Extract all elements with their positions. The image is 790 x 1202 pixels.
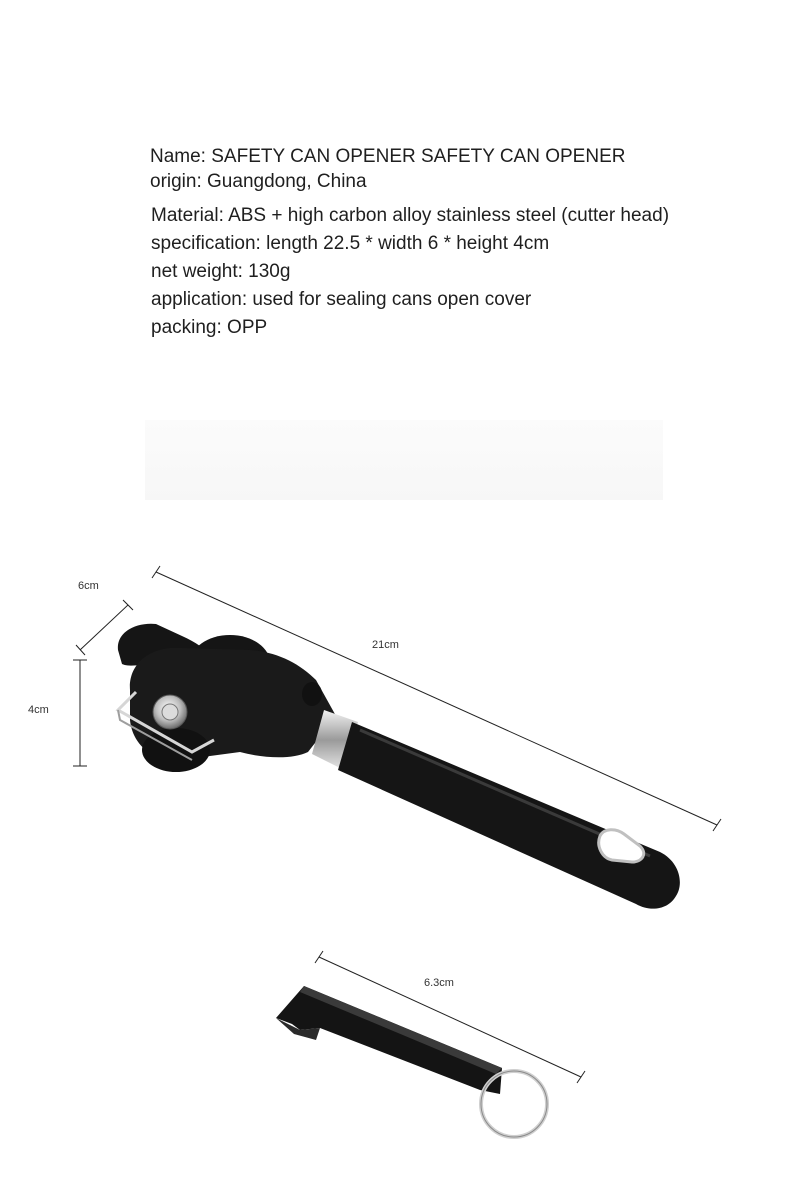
opener-length-label: 6.3cm (424, 977, 454, 989)
spec-application: application: used for sealing cans open cover (151, 289, 532, 310)
width-label: 6cm (78, 580, 99, 592)
height-dimension-line (73, 660, 87, 766)
length-label: 21cm (372, 639, 399, 651)
spec-material: Material: ABS + high carbon alloy stainless steel (cutter head) (151, 205, 670, 226)
spec-specification: specification: length 22.5 * width 6 * height 4cm (151, 233, 550, 254)
bottle-opener-image (276, 986, 547, 1137)
can-opener-image (118, 624, 680, 909)
height-label: 4cm (28, 704, 49, 716)
product-name-origin: Name: SAFETY CAN OPENER SAFETY CAN OPENER origin: Guangdong, China (150, 146, 626, 192)
spec-packing: packing: OPP (151, 317, 268, 338)
spec-net-weight: net weight: 130g (151, 261, 291, 282)
